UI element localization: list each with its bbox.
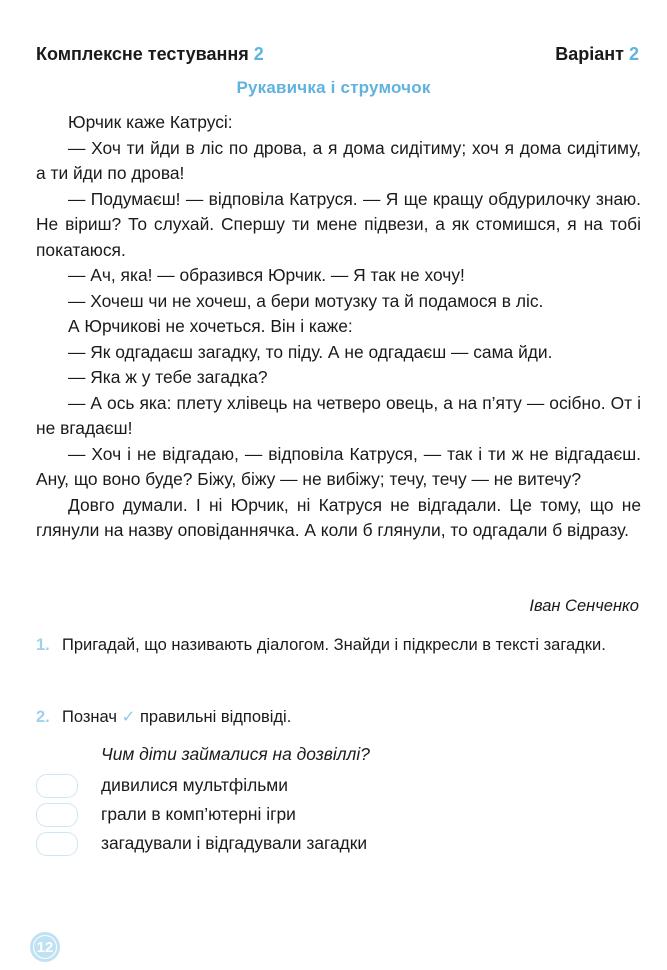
story-paragraph: — Як одгадаєш загадку, то піду. А не одгадаєш — сама йди. <box>68 341 553 362</box>
story-paragraph: — Подумаєш! — відповіла Катруся. — Я ще кращу обдурилочку знаю. Не віриш? То слухай. Спершу ти мене підвези, а як стомишся, я на тобі покатаюся. <box>36 188 641 260</box>
task-2-text <box>62 706 641 729</box>
answer-checkbox[interactable] <box>36 774 78 798</box>
answer-option[interactable] <box>36 772 636 798</box>
story-paragraph: — Хоч ти йди в ліс по дрова, а я дома сидітиму; хоч я дома сидітиму, а ти йди по дрова! <box>36 137 641 183</box>
task-2-number: 2. <box>36 708 50 726</box>
task-2-text-before: Познач <box>62 708 117 726</box>
test-number: 2 <box>253 44 264 64</box>
variant-title-text: Варіант <box>555 44 624 64</box>
story-paragraph: — А ось яка: плету хлівець на четверо овець, а на п’яту — осібно. От і не вгадаєш! <box>36 392 641 438</box>
task-2-question: Чим діти займалися на дозвіллі? <box>101 744 370 764</box>
answer-label: грали в комп’ютерні ігри <box>101 804 296 824</box>
page-header <box>36 44 639 70</box>
answer-option[interactable] <box>36 830 636 856</box>
story-paragraph: — Яка ж у тебе загадка? <box>68 367 268 387</box>
task-2 <box>36 706 641 729</box>
task-1-number: 1. <box>36 636 50 654</box>
answer-option[interactable] <box>36 801 636 827</box>
test-title-text: Комплексне тестування <box>36 44 249 64</box>
task-1-text: Пригадай, що називають діалогом. Знайди і підкресли в тексті загадки. <box>62 636 606 654</box>
story-paragraph: Довго думали. І ні Юрчик, ні Катруся не відгадали. Це тому, що не глянули на назву оповіданнячка. А коли б глянули, то одгадали б відразу. <box>36 494 641 540</box>
story-paragraph: — Хоч і не відгадаю, — відповіла Катруся, — так і ти ж не відгадаєш. Ану, що воно буде? Біжу, біжу — не вибіжу; течу, течу — не витечу? <box>36 443 641 489</box>
story-author: Іван Сенченко <box>529 597 639 615</box>
page-number-badge <box>30 932 60 962</box>
variant-title <box>555 44 639 65</box>
answer-label: загадували і відгадували загадки <box>101 833 368 853</box>
task-2-text-after: правильні відповіді. <box>139 708 292 726</box>
page-number: 12 <box>36 938 54 956</box>
story-paragraph: Юрчик каже Катрусі: <box>68 112 233 132</box>
task-1 <box>36 634 641 657</box>
variant-number: 2 <box>628 44 639 64</box>
answer-label: дивилися мультфільми <box>101 775 288 795</box>
story-title: Рукавичка і струмочок <box>236 78 431 97</box>
story-paragraph: А Юрчикові не хочеться. Він і каже: <box>68 316 353 336</box>
answer-checkbox[interactable] <box>36 803 78 827</box>
story-paragraph: — Хочеш чи не хочеш, а бери мотузку та й подамося в ліс. <box>68 290 544 311</box>
check-mark-icon: ✓ <box>121 708 136 726</box>
test-title <box>36 44 264 65</box>
answer-checkbox[interactable] <box>36 832 78 856</box>
story-text <box>36 110 641 544</box>
story-paragraph: — Ач, яка! — образився Юрчик. — Я так не хочу! <box>68 265 465 285</box>
